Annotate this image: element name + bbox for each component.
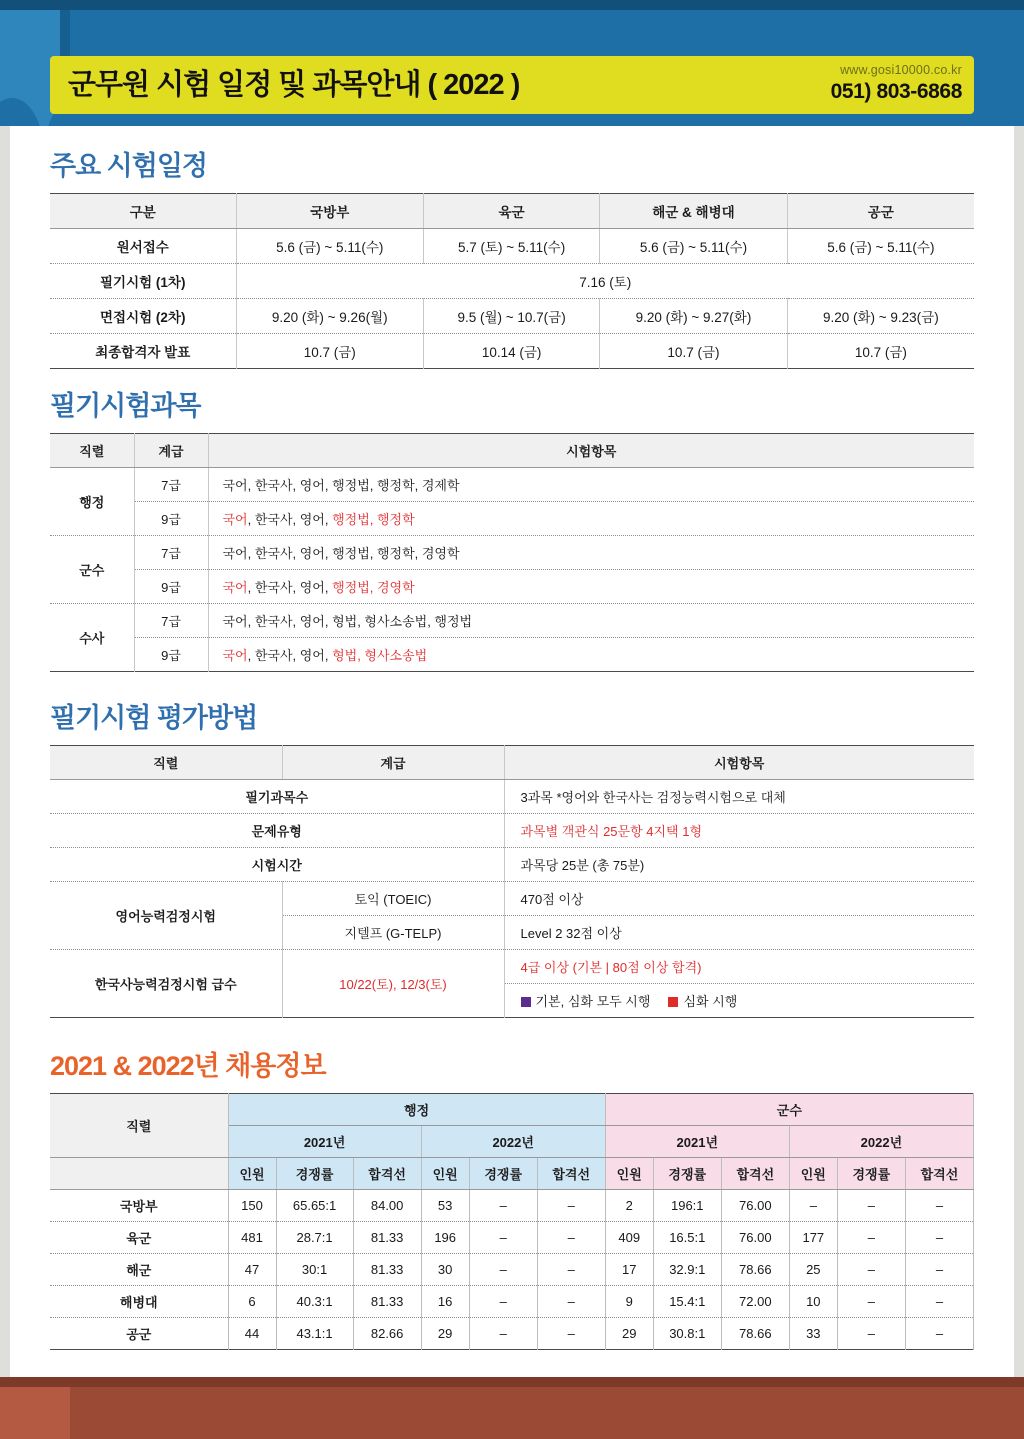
cell: 10.14 (금) bbox=[424, 334, 600, 369]
sub-header: 경쟁률 bbox=[837, 1158, 905, 1190]
row-label: 국방부 bbox=[50, 1190, 228, 1222]
cell: – bbox=[537, 1254, 605, 1286]
row-label: 시험시간 bbox=[50, 848, 504, 882]
year-header-supply-2021: 2021년 bbox=[605, 1126, 789, 1158]
table-header-row bbox=[50, 434, 974, 468]
korean-history-legend bbox=[504, 984, 974, 1018]
cell: 2 bbox=[605, 1190, 653, 1222]
cell: 16.5:1 bbox=[653, 1222, 721, 1254]
sub-header: 경쟁률 bbox=[276, 1158, 353, 1190]
table-row bbox=[50, 638, 974, 672]
section-exam-schedule bbox=[50, 144, 974, 369]
legend-text-red: 심화 시행 bbox=[683, 994, 738, 1009]
table-row bbox=[50, 264, 974, 299]
cell: 5.6 (금) ~ 5.11(수) bbox=[600, 229, 788, 264]
sub-header: 합격선 bbox=[537, 1158, 605, 1190]
cell: 9 bbox=[605, 1286, 653, 1318]
cell: 196:1 bbox=[653, 1190, 721, 1222]
subjects-cell bbox=[208, 502, 974, 536]
subject-run: , 한국사, 영어, bbox=[247, 580, 333, 595]
subject-run: 국어 bbox=[222, 580, 248, 595]
cell: – bbox=[469, 1286, 537, 1318]
table-row bbox=[50, 468, 974, 502]
row-label-korean-history: 한국사능력검정시험 급수 bbox=[50, 950, 282, 1018]
page-title: 군무원 시험 일정 및 과목안내 ( 2022 ) bbox=[68, 69, 520, 101]
korean-history-dates: 10/22(토), 12/3(토) bbox=[282, 950, 504, 1018]
col-header-field: 직렬 bbox=[50, 434, 134, 468]
sub-header: 인원 bbox=[228, 1158, 276, 1190]
group-label: 행정 bbox=[50, 468, 134, 536]
grade-cell: 9급 bbox=[134, 638, 208, 672]
korean-history-value: 4급 이상 (기본 | 80점 이상 합격) bbox=[504, 950, 974, 984]
cell: 9.20 (화) ~ 9.27(화) bbox=[600, 299, 788, 334]
subjects-cell bbox=[208, 638, 974, 672]
year-header-admin-2022: 2022년 bbox=[421, 1126, 605, 1158]
cell: 9.20 (화) ~ 9.23(금) bbox=[787, 299, 974, 334]
section-evaluation-method bbox=[50, 696, 974, 1018]
website-url: www.gosi10000.co.kr bbox=[840, 63, 962, 77]
table-row bbox=[50, 1190, 974, 1222]
section-title-exam-schedule: 주요 시험일정 bbox=[50, 151, 207, 181]
table-row bbox=[50, 1254, 974, 1286]
table-row bbox=[50, 848, 974, 882]
cell: – bbox=[837, 1286, 905, 1318]
row-label: 해병대 bbox=[50, 1286, 228, 1318]
cell: 29 bbox=[421, 1318, 469, 1350]
cell: – bbox=[905, 1190, 973, 1222]
footer-band bbox=[0, 1377, 1024, 1439]
cell: 82.66 bbox=[353, 1318, 421, 1350]
section-written-subjects bbox=[50, 384, 974, 672]
cell: – bbox=[537, 1222, 605, 1254]
row-label: 공군 bbox=[50, 1318, 228, 1350]
group-header-admin: 행정 bbox=[228, 1094, 605, 1126]
table-row bbox=[50, 1318, 974, 1350]
grade-cell: 7급 bbox=[134, 604, 208, 638]
sub-header: 합격선 bbox=[353, 1158, 421, 1190]
subject-run: , 한국사, 영어, bbox=[247, 512, 333, 527]
cell: 76.00 bbox=[721, 1222, 789, 1254]
cell: 78.66 bbox=[721, 1318, 789, 1350]
col-header-4: 공군 bbox=[787, 194, 974, 229]
sub-header: 경쟁률 bbox=[469, 1158, 537, 1190]
table-row bbox=[50, 604, 974, 638]
table-row bbox=[50, 950, 974, 984]
grade-cell: 9급 bbox=[134, 570, 208, 604]
cell: 30 bbox=[421, 1254, 469, 1286]
cell: – bbox=[537, 1190, 605, 1222]
value-cell: 과목별 객관식 25문항 4지택 1형 bbox=[504, 814, 974, 848]
cell: – bbox=[905, 1286, 973, 1318]
section-title-evaluation-method: 필기시험 평가방법 bbox=[50, 703, 258, 733]
cell: – bbox=[905, 1222, 973, 1254]
grade-cell: 7급 bbox=[134, 536, 208, 570]
footer-top-stripe bbox=[0, 1377, 1024, 1387]
row-label: 육군 bbox=[50, 1222, 228, 1254]
cell: – bbox=[905, 1318, 973, 1350]
col-header-grade: 계급 bbox=[282, 746, 504, 780]
row-label: 필기시험 (1차) bbox=[50, 264, 236, 299]
cell: 78.66 bbox=[721, 1254, 789, 1286]
table-header-row-sub bbox=[50, 1158, 974, 1190]
cell: 40.3:1 bbox=[276, 1286, 353, 1318]
cell: – bbox=[469, 1222, 537, 1254]
cell: 84.00 bbox=[353, 1190, 421, 1222]
year-header-supply-2022: 2022년 bbox=[789, 1126, 973, 1158]
value-cell: 과목당 25분 (총 75분) bbox=[504, 848, 974, 882]
cell: – bbox=[537, 1318, 605, 1350]
exam-schedule-table bbox=[50, 193, 974, 369]
cell: 33 bbox=[789, 1318, 837, 1350]
sub-header: 합격선 bbox=[905, 1158, 973, 1190]
subjects-cell: 국어, 한국사, 영어, 행정법, 행정학, 경영학 bbox=[208, 536, 974, 570]
subjects-cell: 국어, 한국사, 영어, 행정법, 행정학, 경제학 bbox=[222, 478, 460, 493]
col-header-1: 국방부 bbox=[236, 194, 424, 229]
english-test-value: 470점 이상 bbox=[504, 882, 974, 916]
cell: 81.33 bbox=[353, 1286, 421, 1318]
cell: 65.65:1 bbox=[276, 1190, 353, 1222]
cell: – bbox=[837, 1318, 905, 1350]
english-test-value: Level 2 32점 이상 bbox=[504, 916, 974, 950]
left-rail bbox=[0, 126, 10, 1377]
table-row bbox=[50, 1286, 974, 1318]
legend-text-purple: 기본, 심화 모두 시행 bbox=[535, 994, 651, 1009]
cell: 44 bbox=[228, 1318, 276, 1350]
cell: 481 bbox=[228, 1222, 276, 1254]
col-header-field: 직렬 bbox=[50, 1094, 228, 1158]
cell: 53 bbox=[421, 1190, 469, 1222]
group-label: 수사 bbox=[50, 604, 134, 672]
cell: 10.7 (금) bbox=[787, 334, 974, 369]
row-label: 해군 bbox=[50, 1254, 228, 1286]
subject-run: 형법, 형사소송법 bbox=[332, 648, 428, 663]
cell: – bbox=[837, 1222, 905, 1254]
col-header-item: 시험항목 bbox=[504, 746, 974, 780]
english-test-name: 토익 (TOEIC) bbox=[282, 882, 504, 916]
table-row bbox=[50, 299, 974, 334]
subject-run: 국어 bbox=[222, 512, 248, 527]
cell: 28.7:1 bbox=[276, 1222, 353, 1254]
row-label: 문제유형 bbox=[50, 814, 504, 848]
table-row bbox=[50, 334, 974, 369]
cell: 25 bbox=[789, 1254, 837, 1286]
cell: 30:1 bbox=[276, 1254, 353, 1286]
col-header-grade: 계급 bbox=[134, 434, 208, 468]
row-label-blank bbox=[50, 1158, 228, 1190]
subject-run: , 한국사, 영어, bbox=[247, 648, 333, 663]
cell: 17 bbox=[605, 1254, 653, 1286]
cell: 5.6 (금) ~ 5.11(수) bbox=[827, 240, 935, 255]
cell-merged: 7.16 (토) bbox=[236, 264, 974, 299]
row-label: 원서접수 bbox=[50, 229, 236, 264]
recruitment-info-table bbox=[50, 1093, 974, 1350]
table-row bbox=[50, 502, 974, 536]
english-test-name: 지텔프 (G-TELP) bbox=[282, 916, 504, 950]
header-top-stripe bbox=[0, 0, 1024, 10]
sub-header: 인원 bbox=[421, 1158, 469, 1190]
table-row bbox=[50, 570, 974, 604]
section-title-recruitment-info: 2021 & 2022년 채용정보 bbox=[50, 1051, 326, 1081]
col-header-subjects: 시험항목 bbox=[208, 434, 974, 468]
cell: 177 bbox=[789, 1222, 837, 1254]
grade-cell: 9급 bbox=[134, 502, 208, 536]
subject-run: 행정법, 행정학 bbox=[332, 512, 415, 527]
cell: 150 bbox=[228, 1190, 276, 1222]
subject-run: 국어 bbox=[222, 648, 248, 663]
value-cell: 3과목 *영어와 한국사는 검정능력시험으로 대체 bbox=[520, 790, 786, 805]
cell: 10 bbox=[789, 1286, 837, 1318]
cell: 9.20 (화) ~ 9.26(월) bbox=[236, 299, 424, 334]
evaluation-method-table bbox=[50, 745, 974, 1018]
group-label: 군수 bbox=[50, 536, 134, 604]
year-header-admin-2021: 2021년 bbox=[228, 1126, 421, 1158]
cell: 32.9:1 bbox=[653, 1254, 721, 1286]
row-label: 필기과목수 bbox=[50, 780, 504, 814]
table-header-row bbox=[50, 746, 974, 780]
col-header-0: 구분 bbox=[50, 194, 236, 229]
cell: 9.5 (월) ~ 10.7(금) bbox=[424, 299, 600, 334]
cell: 30.8:1 bbox=[653, 1318, 721, 1350]
cell: 196 bbox=[421, 1222, 469, 1254]
cell: 409 bbox=[605, 1222, 653, 1254]
footer-left-panel bbox=[0, 1387, 70, 1439]
table-row bbox=[50, 536, 974, 570]
subjects-cell: 국어, 한국사, 영어, 형법, 형사소송법, 행정법 bbox=[208, 604, 974, 638]
cell: – bbox=[905, 1254, 973, 1286]
table-row bbox=[50, 882, 974, 916]
cell: 43.1:1 bbox=[276, 1318, 353, 1350]
row-label: 면접시험 (2차) bbox=[50, 299, 236, 334]
cell: – bbox=[469, 1254, 537, 1286]
cell: – bbox=[469, 1318, 537, 1350]
cell: 6 bbox=[228, 1286, 276, 1318]
cell: – bbox=[789, 1190, 837, 1222]
table-row bbox=[50, 1222, 974, 1254]
cell: 16 bbox=[421, 1286, 469, 1318]
cell: 47 bbox=[228, 1254, 276, 1286]
cell: 5.6 (금) ~ 5.11(수) bbox=[236, 229, 424, 264]
legend-square-purple-icon bbox=[521, 997, 531, 1007]
group-header-supply: 군수 bbox=[605, 1094, 973, 1126]
cell: 29 bbox=[605, 1318, 653, 1350]
row-label: 최종합격자 발표 bbox=[50, 334, 236, 369]
sub-header: 경쟁률 bbox=[653, 1158, 721, 1190]
table-row bbox=[50, 229, 974, 264]
col-header-2: 육군 bbox=[424, 194, 600, 229]
col-header-field: 직렬 bbox=[50, 746, 282, 780]
cell: – bbox=[537, 1286, 605, 1318]
section-recruitment-info bbox=[50, 1044, 974, 1350]
row-label-english-test: 영어능력검정시험 bbox=[50, 882, 282, 950]
cell: 15.4:1 bbox=[653, 1286, 721, 1318]
cell: 10.7 (금) bbox=[600, 334, 788, 369]
phone-number: 051) 803-6868 bbox=[830, 80, 962, 103]
subjects-cell bbox=[208, 570, 974, 604]
table-header-row bbox=[50, 194, 974, 229]
table-row bbox=[50, 780, 974, 814]
cell: 10.7 (금) bbox=[236, 334, 424, 369]
legend-square-red-icon bbox=[668, 997, 678, 1007]
cell: 81.33 bbox=[353, 1222, 421, 1254]
written-subjects-table bbox=[50, 433, 974, 672]
cell: – bbox=[837, 1254, 905, 1286]
subject-run: 행정법, 경영학 bbox=[332, 580, 415, 595]
sub-header: 합격선 bbox=[721, 1158, 789, 1190]
sub-header: 인원 bbox=[789, 1158, 837, 1190]
cell: 72.00 bbox=[721, 1286, 789, 1318]
table-row bbox=[50, 814, 974, 848]
col-header-3: 해군 & 해병대 bbox=[600, 194, 788, 229]
grade-cell: 7급 bbox=[134, 468, 208, 502]
section-title-written-subjects: 필기시험과목 bbox=[50, 391, 201, 421]
cell: – bbox=[837, 1190, 905, 1222]
sub-header: 인원 bbox=[605, 1158, 653, 1190]
table-header-row-group bbox=[50, 1094, 974, 1126]
cell: 81.33 bbox=[353, 1254, 421, 1286]
cell: 5.7 (토) ~ 5.11(수) bbox=[424, 229, 600, 264]
cell: – bbox=[469, 1190, 537, 1222]
right-rail bbox=[1014, 126, 1024, 1377]
cell: 76.00 bbox=[721, 1190, 789, 1222]
